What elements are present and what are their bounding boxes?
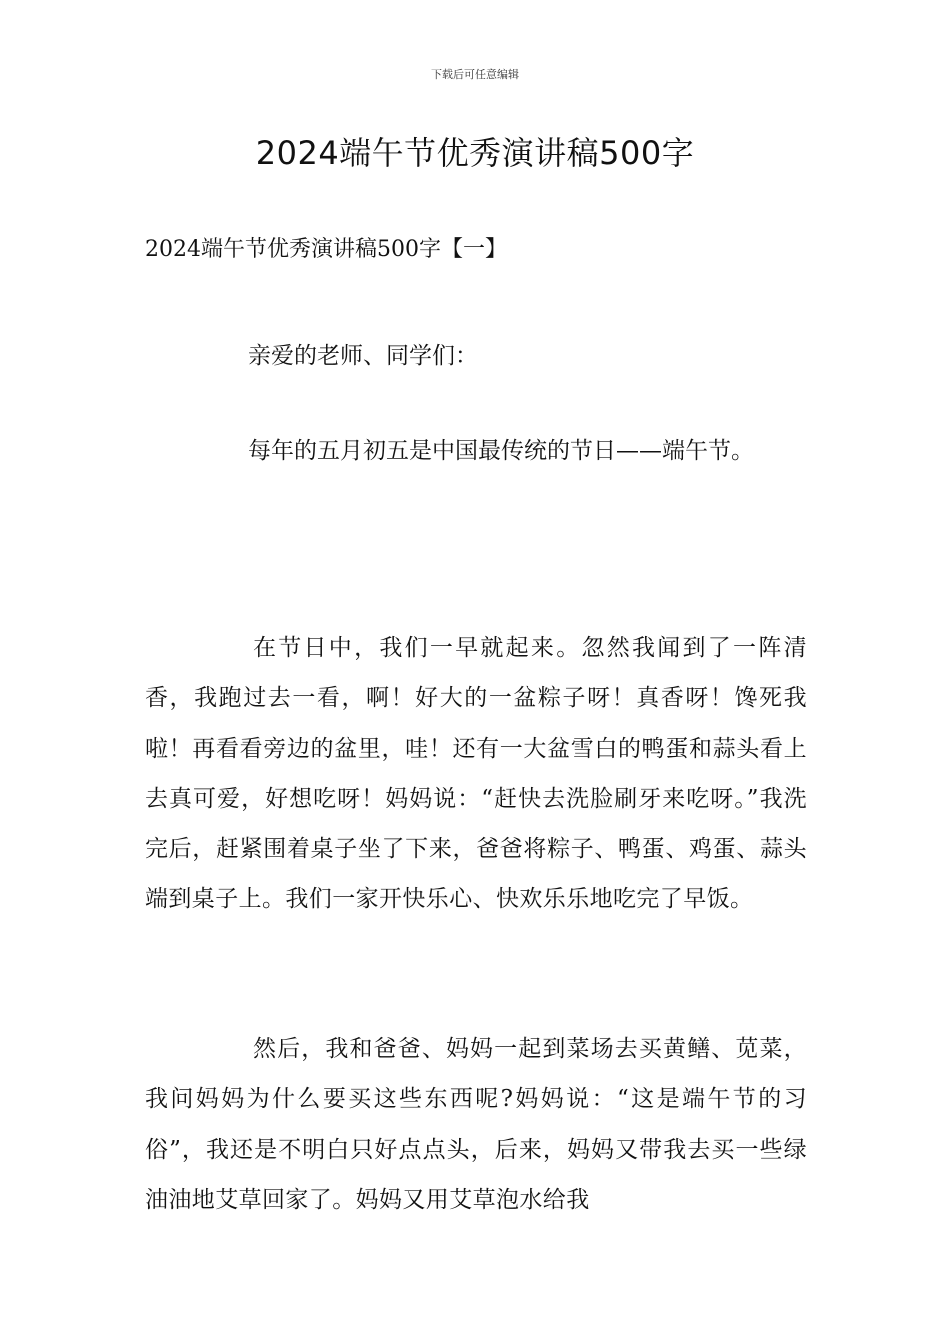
greeting-line: 亲爱的老师、同学们： — [248, 343, 478, 369]
section-subtitle: 2024端午节优秀演讲稿500字【一】 — [145, 237, 507, 262]
body-paragraph-1: 在节日中，我们一早就起来。忽然我闻到了一阵清香，我跑过去一看，啊！好大的一盆粽子呀！真香呀！馋死我啦！再看看旁边的盆里，哇！还有一大盆雪白的鸭蛋和蒜头看上去真可爱，好想吃呀！妈妈说：“赶快去洗脸刷牙来吃呀。”我洗完后，赶紧围着桌子坐了下来，爸爸将粽子、鸭蛋、鸡蛋、蒜头端到桌子上。我们一家开快乐心、快欢乐乐地吃完了早饭。 — [145, 635, 807, 913]
document-title: 2024端午节优秀演讲稿500字 — [255, 134, 695, 172]
intro-line: 每年的五月初五是中国最传统的节日——端午节。 — [248, 438, 754, 464]
header-note: 下载后可任意编辑 — [431, 68, 519, 81]
body-paragraph-2: 然后，我和爸爸、妈妈一起到菜场去买黄鳝、苋菜，我问妈妈为什么要买这些东西呢?妈妈说：“这是端午节的习俗”，我还是不明白只好点点头，后来，妈妈又带我去买一些绿油油地艾草回家了。妈妈又用艾草泡水给我 — [145, 1036, 807, 1213]
